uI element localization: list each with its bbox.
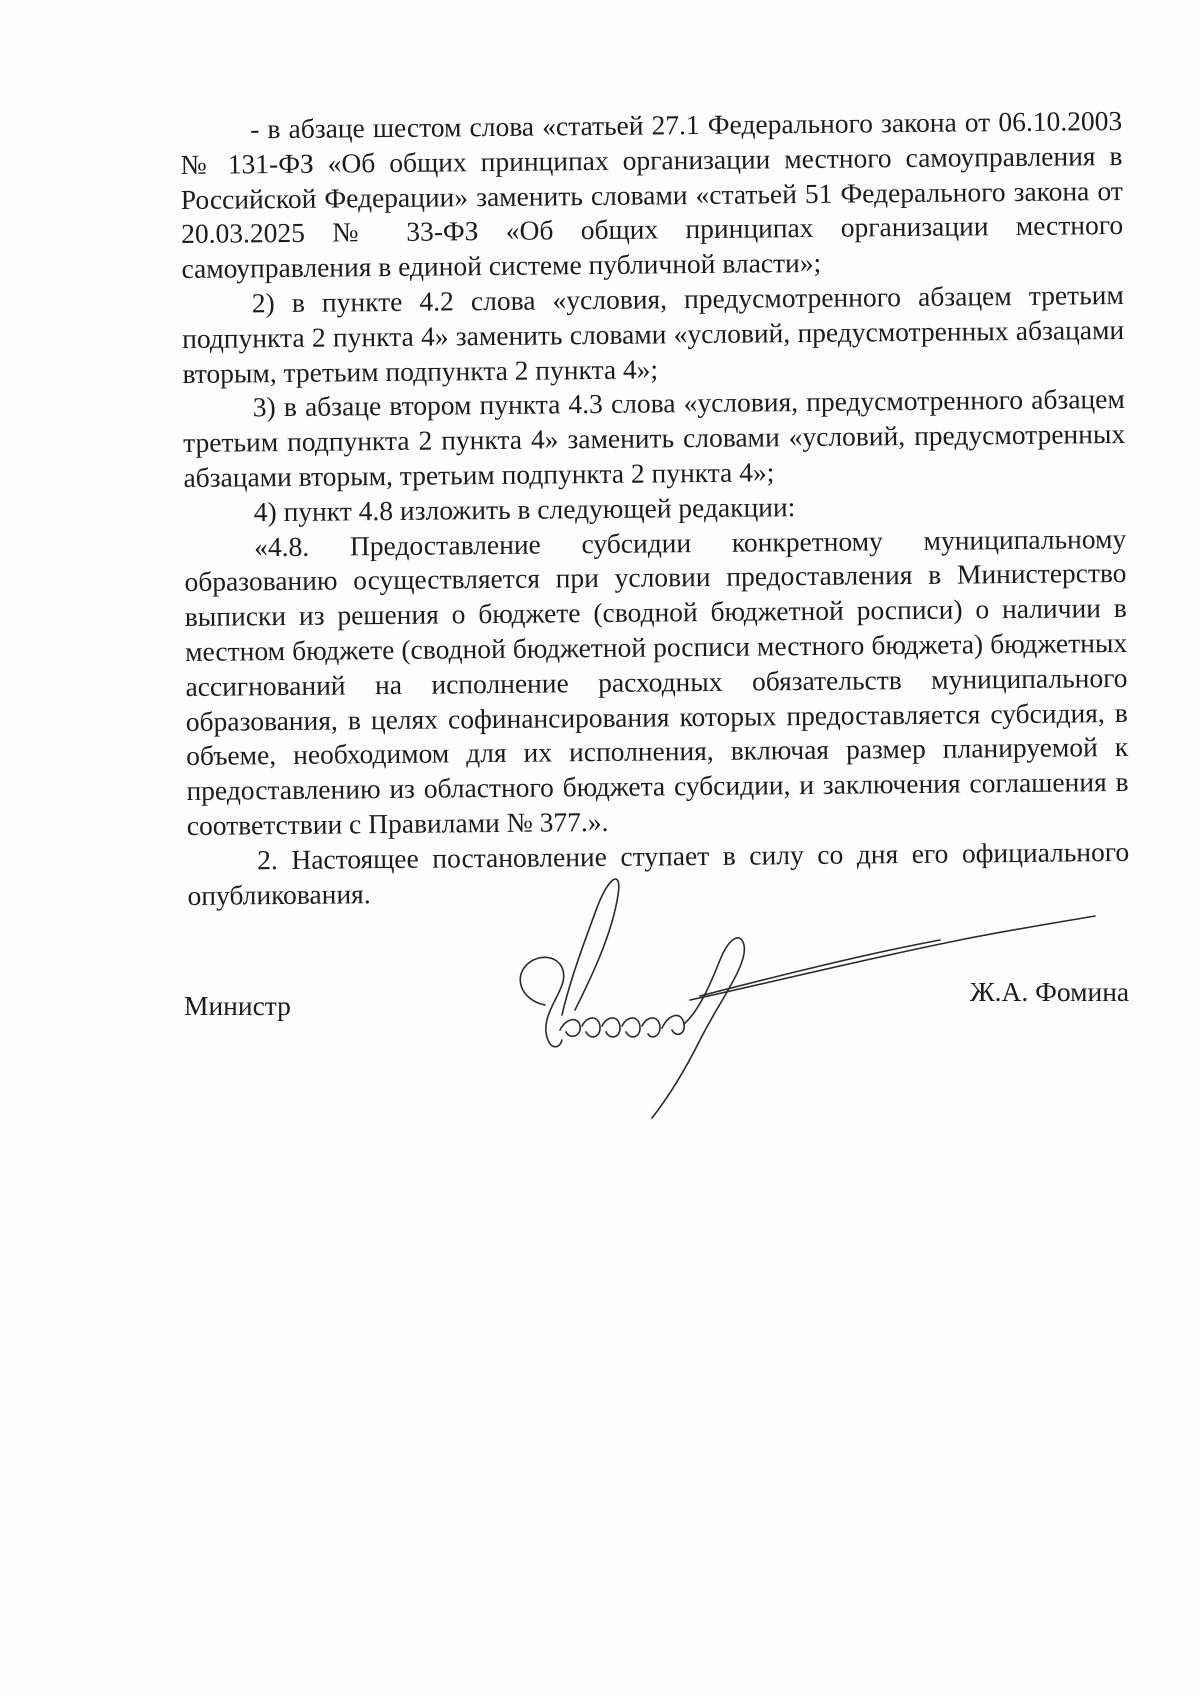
paragraph-item-4-8-text: «4.8. Предоставление субсидии конкретному муниципальному образованию осуществляется при условии предоставления в Министерство выписки из решения о бюджете (сводной бюджетной росписи) о наличии в местном бюджете (сводной бюджетной росписи местного бюджета) бюджетных ассигнований на исполнение расходных обязательств муниципального образования, в целях софинансирования которых предоставляется субсидия, в объеме, необходимом для их исполнения, включая размер планируемой к предоставлению из областного бюджета субсидии, и заключения соглашения в соответствии с Правилами № 377.». xyxy=(184,522,1129,841)
paragraph-abzac-shestoy: - в абзаце шестом слова «статьей 27.1 Федерального закона от 06.10.2003 № 131-ФЗ «Об общих принципах организации местного самоуправления в Российской Федерации» заменить словами «статьей 51 Федерального закона от 20.03.2025 № 33-ФЗ «Об общих принципах организации местного самоуправления в единой системе публичной власти»; xyxy=(180,104,1124,285)
paragraph-item-4: 4) пункт 4.8 изложить в следующей редакции: xyxy=(253,490,796,528)
paragraph-item-2: 2) в пункте 4.2 слова «условия, предусмотренного абзацем третьим подпункта 2 пункта 4» заменить словами «условий, предусмотренных абзацами вторым, третьим подпункта 2 пункта 4»; xyxy=(182,278,1125,389)
paragraph-item-3: 3) в абзаце втором пункта 4.3 слова «условия, предусмотренного абзацем третьим подпункта 2 пункта 4» заменить словами «условий, предусмотренных абзацами вторым, третьим подпункта 2 пункта 4»; xyxy=(183,383,1126,493)
signer-role: Министр xyxy=(184,990,291,1021)
signer-name: Ж.А. Фомина xyxy=(970,976,1130,1007)
paragraph-effective-date: 2. Настоящее постановление ступает в силу со дня его официального опубликования. xyxy=(187,835,1130,911)
